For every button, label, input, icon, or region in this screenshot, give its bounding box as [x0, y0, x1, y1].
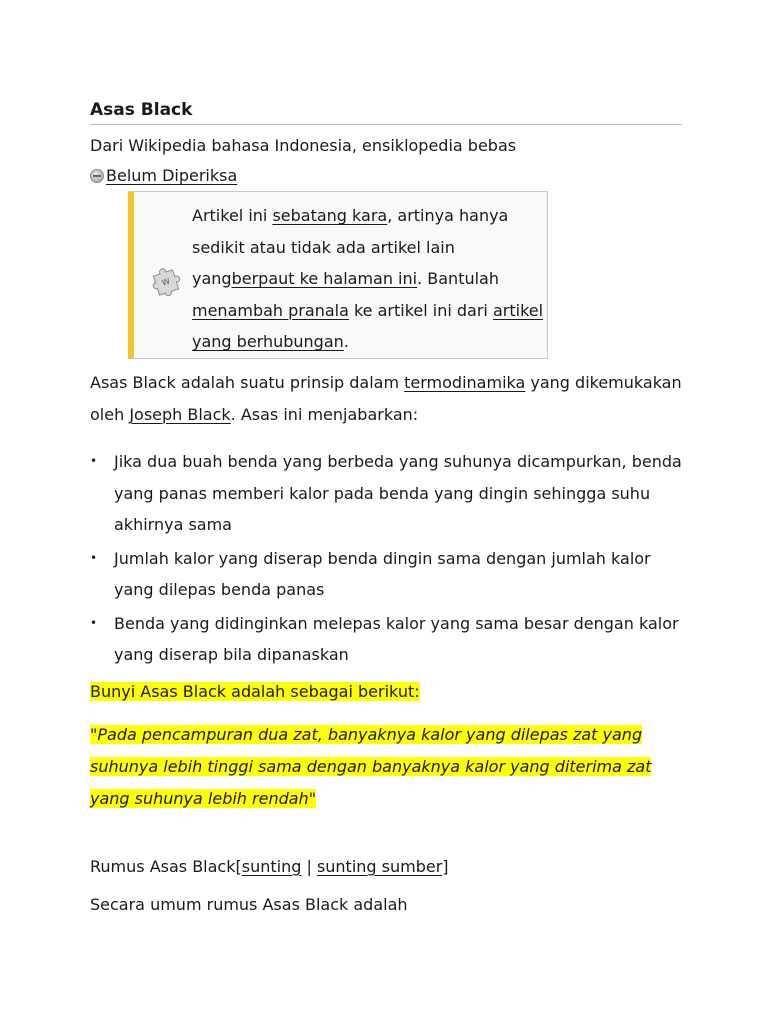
principle-list [90, 446, 682, 671]
list-item: • Benda yang didinginkan melepas kalor yang sama besar dengan kalor yang diserap bila dipanaskan [90, 608, 682, 671]
bracket-close: ] [442, 856, 449, 876]
bracket-open: [ [235, 856, 242, 876]
notice-text-5: . [343, 332, 349, 351]
puzzle-letter: W [160, 276, 171, 288]
intro-paragraph [90, 367, 682, 430]
intro-text-1: Asas Black adalah suatu prinsip dalam [90, 373, 405, 392]
notice-text-4: ke artikel ini dari [348, 300, 493, 320]
link-artikel-berhubungan[interactable]: artikel yang berhubungan [192, 300, 544, 351]
notice-text-1: Artikel ini [192, 206, 273, 225]
unchecked-circle-icon [90, 169, 104, 183]
intro-text-2: yang dikemukakan oleh [90, 373, 682, 424]
quote-paragraph [90, 719, 682, 815]
edit-link[interactable]: sunting [241, 856, 302, 876]
review-status-link[interactable]: Belum Diperiksa [106, 166, 238, 185]
list-item: • Jumlah kalor yang diserap benda dingin sama dengan jumlah kalor yang dilepas benda panas [90, 543, 682, 606]
link-menambah-pranala[interactable]: menambah pranala [192, 300, 349, 320]
orphan-notice-box [128, 191, 548, 359]
link-joseph-black[interactable]: Joseph Black [129, 404, 231, 424]
page-title: Asas Black [90, 96, 682, 125]
formula-intro: Secara umum rumus Asas Black adalah [90, 894, 408, 914]
section-title: Rumus Asas Black [90, 856, 236, 876]
bunyi-text: Bunyi Asas Black adalah sebagai berikut: [90, 681, 420, 701]
orphan-notice-text [192, 200, 548, 358]
link-sebatang-kara[interactable]: sebatang kara [272, 206, 388, 225]
puzzle-piece-icon [148, 262, 186, 296]
quote-text: "Pada pencampuran dua zat, banyaknya kalor yang dilepas zat yang suhunya lebih tinggi sama dengan banyaknya kalor yang diterima zat yang suhunya lebih rendah" [90, 724, 652, 808]
intro-text-3: . Asas ini menjabarkan: [230, 404, 419, 424]
link-berpaut[interactable]: berpaut ke halaman ini [231, 269, 418, 288]
list-item: • Jika dua buah benda yang berbeda yang suhunya dicampurkan, benda yang panas memberi kalor pada benda yang dingin sehingga suhu akhirnya sama [90, 446, 682, 541]
review-status [90, 163, 682, 189]
link-termodinamika[interactable]: termodinamika [404, 373, 526, 392]
bunyi-line [90, 675, 682, 709]
edit-separator: | [301, 856, 317, 876]
page-subtitle: Dari Wikipedia bahasa Indonesia, ensiklopedia bebas [90, 136, 517, 155]
notice-text-2: , artinya hanya sedikit atau tidak ada artikel lain yang [192, 206, 509, 288]
edit-source-link[interactable]: sunting sumber [316, 856, 443, 876]
notice-text-3: . Bantulah [417, 269, 499, 288]
section-heading [90, 853, 682, 881]
document-page [90, 96, 682, 919]
